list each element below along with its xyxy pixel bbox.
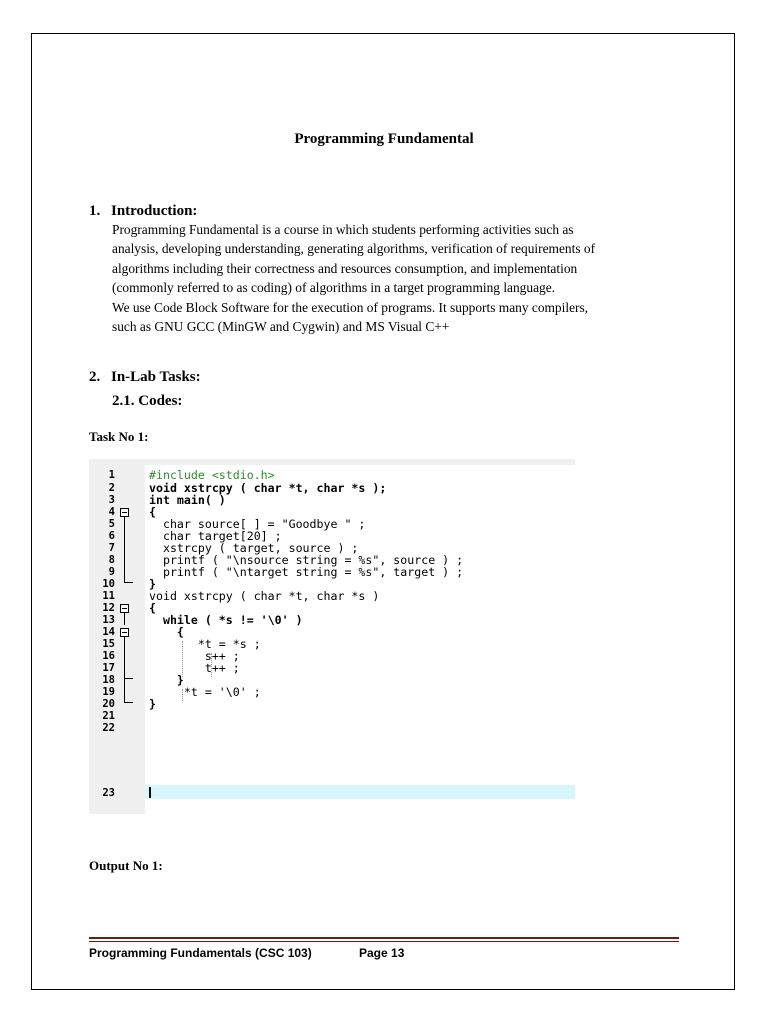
code-line-15: *t = *s ;: [149, 637, 261, 651]
intro-line-1: Programming Fundamental is a course in which students performing activities such as: [112, 222, 574, 237]
fold-end-line: [124, 678, 133, 679]
code-line-16: s++ ;: [149, 649, 240, 663]
text-cursor: [149, 787, 151, 798]
fold-minus-icon: [120, 628, 129, 637]
code-line-13: while ( *s != '\0' ): [149, 613, 303, 627]
editor-top-strip: [145, 459, 575, 465]
current-line-highlight: [145, 785, 575, 799]
code-line-4: {: [149, 505, 156, 519]
line-number: 18: [102, 674, 115, 686]
line-number: 8: [108, 554, 115, 566]
fold-guide-line: [124, 637, 125, 702]
section-2-title: In-Lab Tasks:: [111, 369, 201, 385]
footer-rule: [89, 937, 679, 939]
line-number: 6: [108, 530, 115, 542]
code-line-3: int main( ): [149, 493, 226, 507]
line-number: 2: [108, 482, 115, 494]
fold-guide-line: [124, 517, 125, 582]
section-2-number: 2.: [89, 369, 101, 385]
fold-minus-icon: [120, 508, 129, 517]
intro-line-3: algorithms including their correctness and resources consumption, and implementation: [112, 260, 578, 276]
section-1-heading: [89, 203, 197, 220]
fold-end-line: [124, 702, 133, 703]
task-label: Task No 1:: [89, 429, 149, 444]
section-1-number: 1.: [89, 203, 101, 219]
line-number: 5: [108, 518, 115, 530]
footer-page-number: Page 13: [359, 946, 405, 960]
code-line-12: {: [149, 601, 156, 615]
code-line-11: void xstrcpy ( char *t, char *s ): [149, 589, 380, 603]
intro-line-2: analysis, developing understanding, generating algorithms, verification of requirements of: [112, 241, 596, 257]
line-number: 21: [102, 710, 115, 722]
line-number: 9: [108, 566, 115, 578]
code-line-7: xstrcpy ( target, source ) ;: [149, 541, 359, 555]
line-number: 1: [108, 469, 115, 481]
line-number: 4: [108, 506, 115, 518]
line-number: 7: [108, 542, 115, 554]
line-number: 16: [102, 650, 115, 662]
code-line-14: {: [149, 625, 184, 639]
code-line-18: }: [149, 673, 184, 687]
footer-course: Programming Fundamentals (CSC 103): [89, 946, 312, 960]
code-line-6: char target[20] ;: [149, 529, 282, 543]
section-2-heading: [89, 369, 201, 386]
code-line-19: *t = '\0' ;: [149, 685, 261, 699]
line-number: 15: [102, 638, 115, 650]
code-line-10: }: [149, 577, 156, 591]
line-number: 19: [102, 686, 115, 698]
section-1-title: Introduction:: [111, 203, 198, 219]
code-line-text: #include <stdio.h>: [149, 468, 275, 482]
line-number: 14: [102, 626, 115, 638]
line-number: 3: [108, 494, 115, 506]
line-number: 17: [102, 662, 115, 674]
page-title: Programming Fundamental: [294, 131, 474, 147]
line-number: 11: [102, 590, 115, 602]
code-line-9: printf ( "\ntarget string = %s", target ) ;: [149, 565, 464, 579]
intro-line-6: such as GNU GCC (MinGW and Cygwin) and MS Visual C++: [112, 319, 450, 335]
line-number: 23: [102, 787, 115, 799]
intro-line-5: We use Code Block Software for the execution of programs. It supports many compilers,: [112, 299, 589, 315]
code-screenshot: [89, 459, 575, 814]
page-footer: [89, 946, 405, 960]
line-number: 12: [102, 602, 115, 614]
code-line-2: void xstrcpy ( char *t, char *s );: [149, 481, 387, 495]
code-line-20: }: [149, 697, 156, 711]
code-line-8: printf ( "\nsource string = %s", source ) ;: [149, 553, 464, 567]
line-number: 22: [102, 722, 115, 734]
subsection-codes-heading: 2.1. Codes:: [112, 393, 183, 409]
fold-minus-icon: [120, 604, 129, 613]
introduction-paragraph: [112, 220, 682, 336]
line-number: 10: [102, 578, 115, 590]
fold-end-line: [124, 582, 133, 583]
code-line-5: char source[ ] = "Goodbye " ;: [149, 517, 366, 531]
fold-guide-line: [124, 613, 125, 625]
line-number: 13: [102, 614, 115, 626]
output-label: Output No 1:: [89, 858, 163, 873]
code-line-1: [149, 470, 275, 481]
code-line-17: t++ ;: [149, 661, 240, 675]
intro-line-4: (commonly referred to as coding) of algorithms in a target programming language.: [112, 280, 555, 296]
footer-rule: [89, 941, 679, 942]
line-number: 20: [102, 698, 115, 710]
